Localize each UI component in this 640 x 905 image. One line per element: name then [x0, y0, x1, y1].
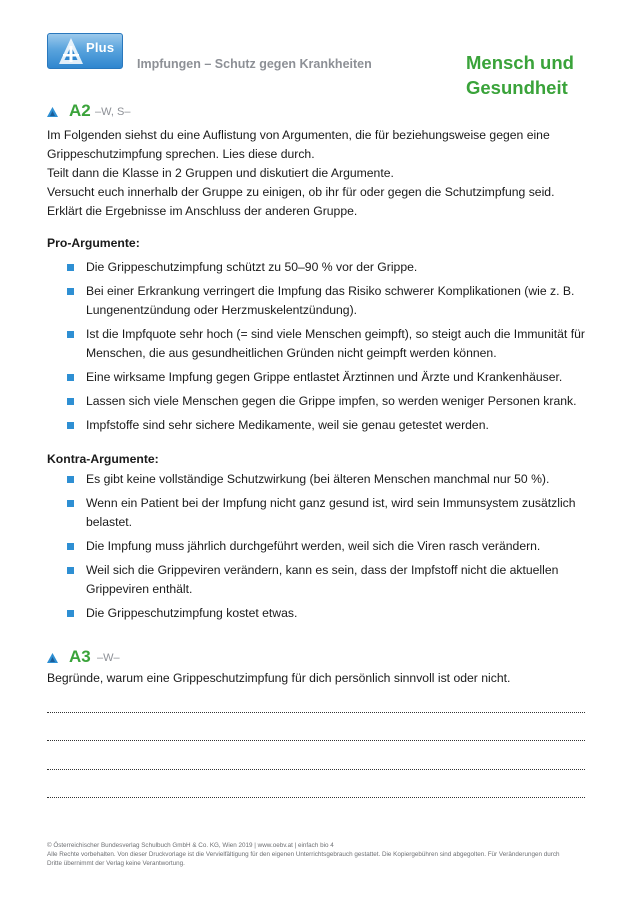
argument-item [47, 282, 587, 320]
argument-item [47, 258, 587, 277]
intro-line: Versucht euch innerhalb der Gruppe zu einigen, ob ihr für oder gegen die Schutzimpfung seid. [47, 185, 555, 199]
bullet-square-icon [67, 543, 74, 550]
argument-item [47, 494, 587, 532]
argument-item [47, 561, 587, 599]
answer-line[interactable] [47, 769, 585, 770]
bullet-square-icon [67, 567, 74, 574]
subject-line-1: Mensch und [466, 52, 574, 73]
intro-line: Erklärt die Ergebnisse im Anschluss der anderen Gruppe. [47, 204, 358, 218]
argument-text: Ist die Impfquote sehr hoch (= sind viele Menschen geimpft), so steigt auch die Immunität für [86, 327, 585, 341]
bullet-square-icon [67, 264, 74, 271]
argument-item [47, 368, 587, 387]
bullet-square-icon [67, 610, 74, 617]
contra-list [47, 470, 587, 628]
page-title: Impfungen – Schutz gegen Krankheiten [137, 57, 372, 71]
argument-item [47, 604, 587, 623]
argument-text: Lungenentzündung oder Herzmuskelentzündung). [86, 303, 358, 317]
argument-item [47, 416, 587, 435]
argument-text: belastet. [86, 515, 133, 529]
argument-text: Lassen sich viele Menschen gegen die Grippe impfen, so werden weniger Personen krank. [86, 394, 577, 408]
triangle-logo-icon [58, 37, 84, 65]
footer [47, 841, 607, 868]
intro-line: Teilt dann die Klasse in 2 Gruppen und diskutiert die Argumente. [47, 166, 394, 180]
logo-text: Plus [86, 40, 115, 55]
bullet-square-icon [67, 500, 74, 507]
triangle-icon [47, 653, 58, 663]
bullet-square-icon [67, 288, 74, 295]
intro-line: Grippeschutzimpfung sprechen. Lies diese durch. [47, 147, 315, 161]
argument-text: Weil sich die Grippeviren verändern, kann es sein, dass der Impfstoff nicht die aktuellen [86, 563, 559, 577]
argument-text: Bei einer Erkrankung verringert die Impfung das Risiko schwerer Komplikationen (wie z. B. [86, 284, 575, 298]
footer-copyright: © Österreichischer Bundesverlag Schulbuch GmbH & Co. KG, Wien 2019 | www.oebv.at | einfach bio 4 [47, 842, 334, 849]
footer-rights: Alle Rechte vorbehalten. Von dieser Druckvorlage ist die Vervielfältigung für den eigenen Unterrichtsgebrauch gestattet. Die Kopiergebühren sind abgegolten. Für Veränderungen durch [47, 851, 560, 858]
argument-item [47, 470, 587, 489]
argument-text: Die Impfung muss jährlich durchgeführt werden, weil sich die Viren rasch verändern. [86, 539, 541, 553]
argument-item [47, 537, 587, 556]
argument-item [47, 325, 587, 363]
triangle-icon [47, 107, 58, 117]
argument-text: Die Grippeschutzimpfung kostet etwas. [86, 606, 298, 620]
argument-text: Die Grippeschutzimpfung schützt zu 50–90 % vor der Grippe. [86, 260, 418, 274]
answer-line[interactable] [47, 797, 585, 798]
argument-text: Es gibt keine vollständige Schutzwirkung (bei älteren Menschen manchmal nur 50 %). [86, 472, 550, 486]
task-tag: –W– [97, 652, 120, 664]
subject-heading [466, 50, 574, 100]
intro-line: Im Folgenden siehst du eine Auflistung von Argumenten, die für beziehungsweise gegen eine [47, 128, 550, 142]
bullet-square-icon [67, 398, 74, 405]
argument-item [47, 392, 587, 411]
task-a2-intro [47, 126, 607, 221]
argument-text: Eine wirksame Impfung gegen Grippe entlastet Ärztinnen und Ärzte und Krankenhäuser. [86, 370, 563, 384]
argument-text: Grippeviren enthält. [86, 582, 193, 596]
argument-text: Impfstoffe sind sehr sichere Medikamente, weil sie genau getestet werden. [86, 418, 489, 432]
pro-heading: Pro-Argumente: [47, 236, 140, 250]
bullet-square-icon [67, 331, 74, 338]
plus-logo [47, 33, 123, 69]
task-number: A3 [69, 647, 91, 666]
argument-text: Wenn ein Patient bei der Impfung nicht ganz gesund ist, wird sein Immunsystem zusätzlich [86, 496, 576, 510]
subject-line-2: Gesundheit [466, 77, 568, 98]
footer-disclaimer: Dritte übernimmt der Verlag keine Verantwortung. [47, 860, 185, 867]
task-tag: –W, S– [95, 106, 131, 118]
task-number: A2 [69, 101, 91, 120]
bullet-square-icon [67, 422, 74, 429]
task-a3-question: Begründe, warum eine Grippeschutzimpfung für dich persönlich sinnvoll ist oder nicht. [47, 671, 511, 685]
bullet-square-icon [67, 476, 74, 483]
answer-line[interactable] [47, 712, 585, 713]
pro-list [47, 258, 587, 440]
bullet-square-icon [67, 374, 74, 381]
argument-text: Menschen, die aus gesundheitlichen Gründen nicht geimpft werden können. [86, 346, 497, 360]
answer-line[interactable] [47, 740, 585, 741]
contra-heading: Kontra-Argumente: [47, 452, 159, 466]
